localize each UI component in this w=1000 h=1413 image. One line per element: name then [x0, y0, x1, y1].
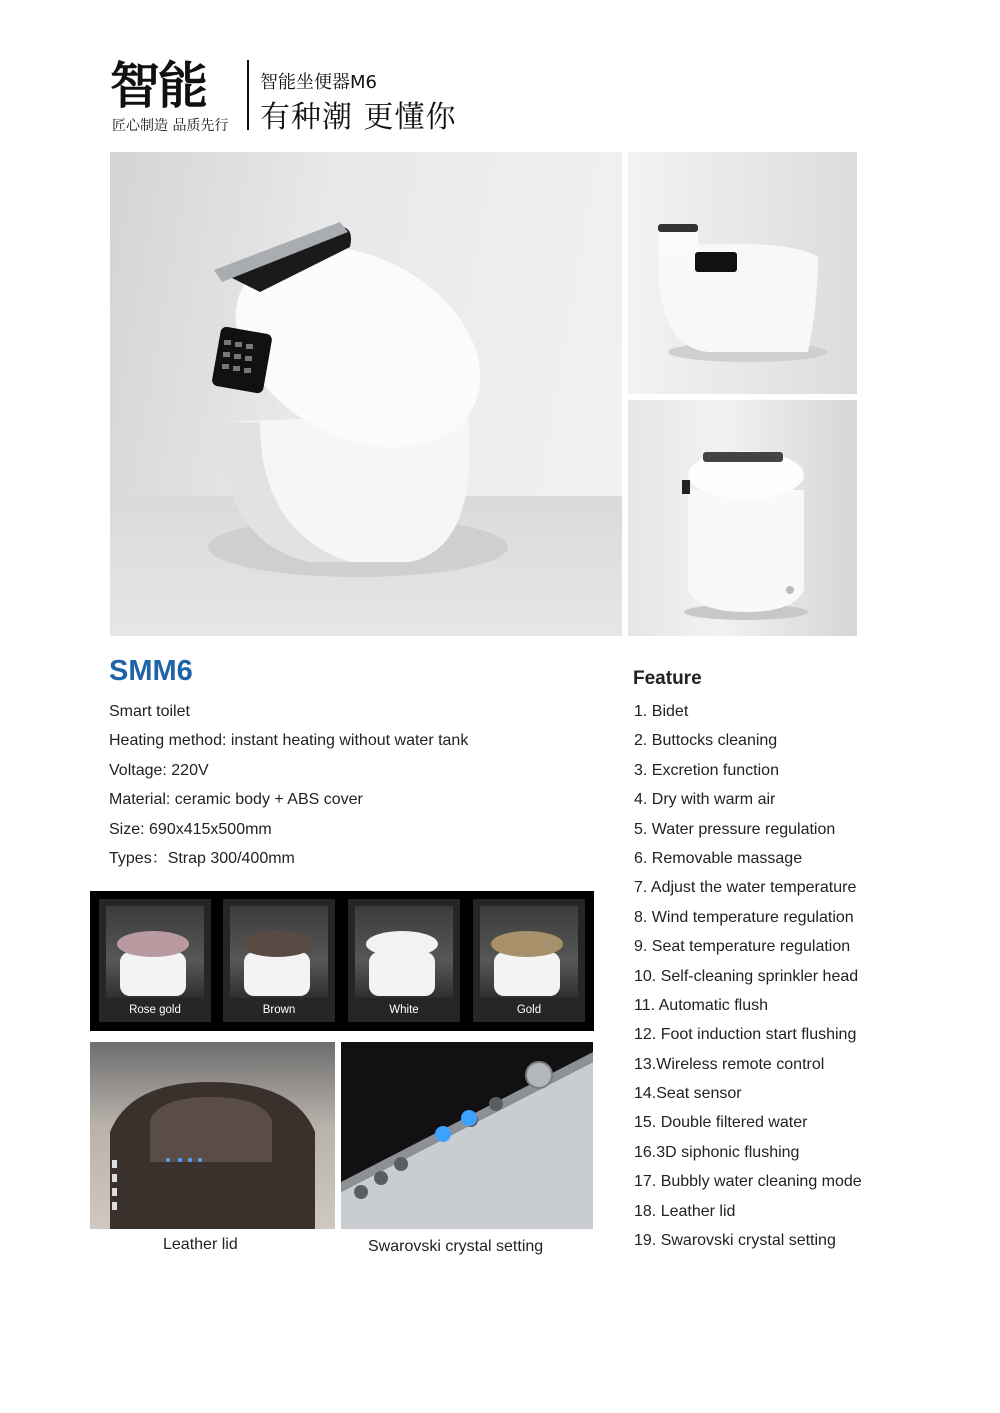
- feature-item: 16.3D siphonic flushing: [634, 1143, 800, 1161]
- product-line: 智能坐便器M6: [260, 72, 377, 93]
- feature-item: 9. Seat temperature regulation: [634, 938, 851, 956]
- feature-item: 5. Water pressure regulation: [634, 820, 836, 838]
- feature-item: 4. Dry with warm air: [634, 791, 776, 809]
- feature-item: 1. Bidet: [634, 703, 689, 720]
- color-options: [90, 891, 594, 1031]
- leather-lid-photo: [90, 1042, 335, 1229]
- spec-line: Types：Strap 300/400mm: [109, 849, 295, 867]
- feature-list: [634, 702, 862, 1260]
- rear-view-photo: [628, 400, 857, 636]
- spec-line: Material: ceramic body + ABS cover: [109, 791, 363, 809]
- spec-list: [109, 702, 468, 878]
- header-divider: [247, 60, 249, 130]
- spec-line: Size: 690x415x500mm: [109, 820, 272, 838]
- brand-tagline: 匠心制造 品质先行: [112, 118, 229, 134]
- leather-lid-caption: Leather lid: [163, 1236, 238, 1253]
- spec-line: Voltage: 220V: [109, 761, 209, 779]
- color-swatch-brown: [223, 899, 335, 1022]
- feature-item: 8. Wind temperature regulation: [634, 908, 854, 926]
- crystal-setting-photo: [341, 1042, 593, 1229]
- model-number: SMM6: [109, 655, 193, 687]
- spec-line: Smart toilet: [109, 703, 190, 720]
- color-label: White: [389, 1004, 419, 1016]
- slogan: 有种潮 更懂你: [260, 100, 457, 135]
- color-label: Gold: [516, 1004, 542, 1016]
- color-swatch-white: [348, 899, 460, 1022]
- feature-heading: Feature: [633, 668, 702, 689]
- crystal-setting-caption: Swarovski crystal setting: [368, 1238, 544, 1255]
- feature-item: 11. Automatic flush: [634, 996, 768, 1014]
- feature-item: 19. Swarovski crystal setting: [634, 1232, 836, 1250]
- color-label: Brown: [262, 1004, 296, 1016]
- feature-item: 18. Leather lid: [634, 1202, 736, 1220]
- color-label: Rose gold: [129, 1004, 181, 1016]
- side-view-photo: [628, 152, 857, 394]
- brand-logo: 智能: [110, 57, 206, 115]
- feature-item: 2. Buttocks cleaning: [634, 732, 778, 750]
- color-swatch-gold: [473, 899, 585, 1022]
- feature-item: 10. Self-cleaning sprinkler head: [634, 967, 859, 985]
- feature-item: 14.Seat sensor: [634, 1085, 742, 1103]
- feature-item: 12. Foot induction start flushing: [634, 1026, 857, 1044]
- feature-item: 17. Bubbly water cleaning mode: [634, 1173, 862, 1191]
- feature-item: 6. Removable massage: [634, 849, 803, 867]
- feature-item: 15. Double filtered water: [634, 1114, 808, 1132]
- color-swatch-rose-gold: [99, 899, 211, 1022]
- main-product-photo: [110, 152, 622, 636]
- spec-line: Heating method: instant heating without water tank: [109, 732, 469, 750]
- feature-item: 7. Adjust the water temperature: [634, 879, 857, 897]
- feature-item: 13.Wireless remote control: [634, 1055, 825, 1073]
- feature-item: 3. Excretion function: [634, 761, 779, 779]
- brand-header: [110, 58, 510, 138]
